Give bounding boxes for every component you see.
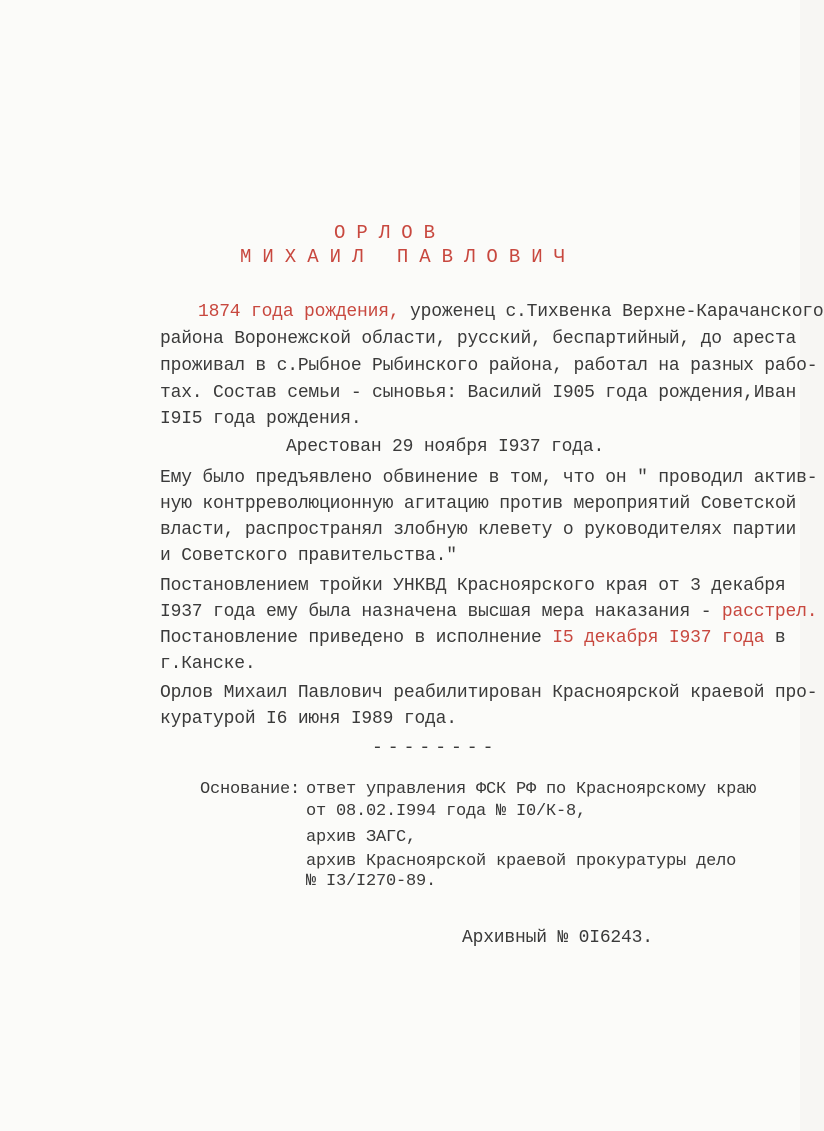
- basis-line-4: архив Красноярской краевой прокуратуры дело: [306, 852, 737, 871]
- basis-line-2: от 08.02.I994 года № I0/К-8,: [306, 802, 587, 821]
- bio-line-2: района Воронежской области, русский, беспартийный, до ареста: [160, 329, 797, 349]
- basis-label: Основание:: [200, 780, 301, 799]
- execution-verdict-text: расстрел.: [721, 602, 818, 622]
- person-surname: ОРЛОВ: [334, 222, 447, 244]
- sentence-text: I937 года ему была назначена высшая мера наказания -: [160, 602, 722, 622]
- archive-number: Архивный № 0I6243.: [462, 928, 653, 948]
- execution-text: Постановление приведено в исполнение: [160, 628, 553, 648]
- bio-line-5: I9I5 года рождения.: [160, 409, 362, 429]
- sentence-line-4: г.Канске.: [160, 654, 256, 674]
- basis-line-1: ответ управления ФСК РФ по Красноярскому краю: [306, 780, 757, 799]
- separator-dashes: --------: [372, 738, 499, 758]
- bio-line-3: проживал в с.Рыбное Рыбинского района, работал на разных рабо-: [160, 356, 818, 376]
- sentence-line-2: [160, 600, 817, 624]
- bio-line-1: [198, 300, 824, 324]
- charge-line-1: Ему было предъявлено обвинение в том, что он " проводил актив-: [160, 468, 818, 488]
- birth-year-text: 1874 года рождения,: [198, 302, 400, 322]
- charge-line-2: ную контрреволюционную агитацию против мероприятий Советской: [160, 494, 797, 514]
- charge-line-3: власти, распространял злобную клевету о руководителях партии: [160, 520, 797, 540]
- sentence-line-1: Постановлением тройки УНКВД Красноярского края от 3 декабря: [160, 576, 786, 596]
- basis-line-3: архив ЗАГС,: [306, 828, 417, 847]
- rehab-line-2: куратурой I6 июня I989 года.: [160, 709, 457, 729]
- arrest-date-line: Арестован 29 ноября I937 года.: [286, 437, 605, 457]
- rehab-line-1: Орлов Михаил Павлович реабилитирован Красноярской краевой про-: [160, 683, 818, 703]
- birthplace-text: уроженец с.Тихвенка Верхне-Карачанского: [399, 302, 824, 322]
- bio-line-4: тах. Состав семьи - сыновья: Василий I905 года рождения,Иван: [160, 383, 797, 403]
- basis-line-5: № I3/I270-89.: [306, 872, 437, 891]
- person-name: МИХАИЛ ПАВЛОВИЧ: [240, 246, 577, 268]
- charge-line-4: и Советского правительства.": [160, 546, 457, 566]
- execution-text-end: в: [764, 628, 786, 648]
- execution-date-text: I5 декабря I937 года: [552, 628, 765, 648]
- sentence-line-3: [160, 626, 786, 650]
